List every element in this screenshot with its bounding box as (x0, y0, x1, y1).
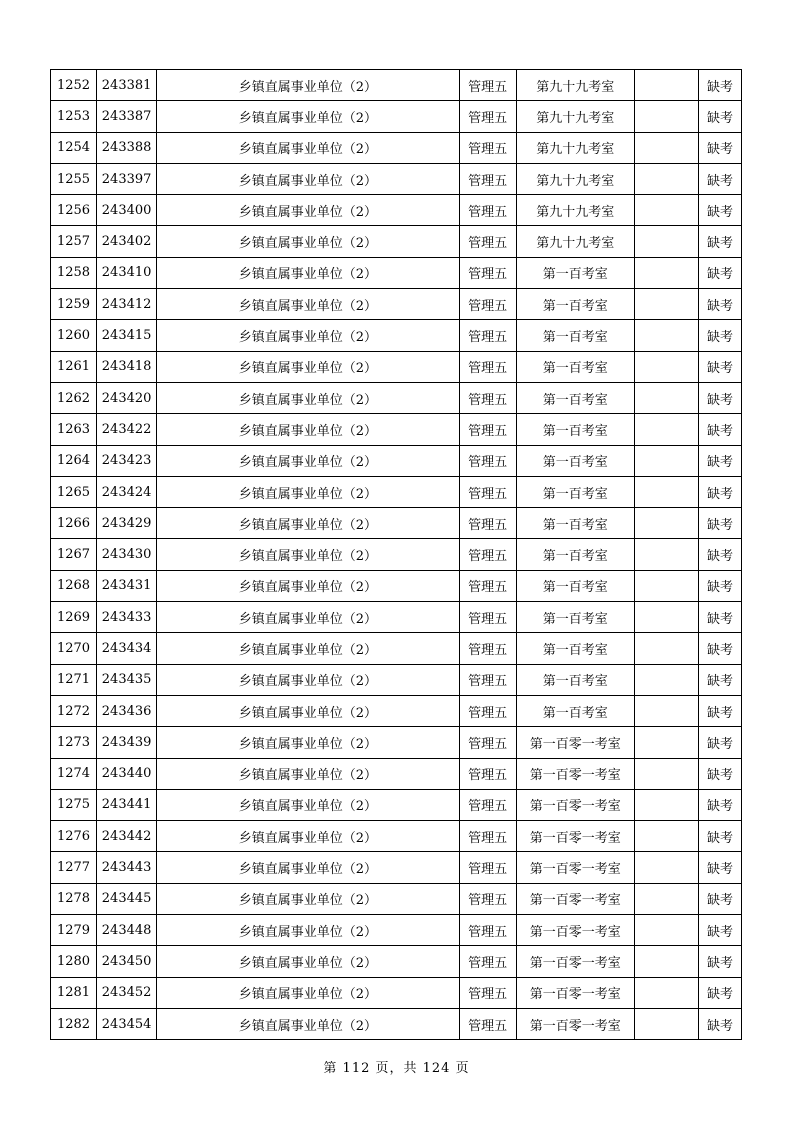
exam-room-cell: 第一百考室 (516, 257, 634, 288)
seq-cell: 1282 (51, 1008, 97, 1039)
score-cell (634, 195, 698, 226)
seq-cell: 1274 (51, 758, 97, 789)
score-cell (634, 821, 698, 852)
exam-room-cell: 第一百考室 (516, 508, 634, 539)
table-row (51, 351, 742, 382)
score-cell (634, 727, 698, 758)
score-cell (634, 257, 698, 288)
table-row (51, 1008, 742, 1039)
score-cell (634, 883, 698, 914)
post-cell: 管理五 (459, 320, 516, 351)
exam-room-cell: 第一百考室 (516, 664, 634, 695)
candidate-id-cell: 243400 (97, 195, 157, 226)
table-row (51, 977, 742, 1008)
status-cell: 缺考 (698, 977, 741, 1008)
exam-room-cell: 第一百考室 (516, 570, 634, 601)
exam-room-cell: 第九十九考室 (516, 226, 634, 257)
seq-cell: 1275 (51, 789, 97, 820)
seq-cell: 1278 (51, 883, 97, 914)
table-row (51, 695, 742, 726)
unit-cell: 乡镇直属事业单位（2） (157, 602, 459, 633)
exam-room-cell: 第一百考室 (516, 320, 634, 351)
candidate-id-cell: 243448 (97, 915, 157, 946)
score-cell (634, 758, 698, 789)
table-row (51, 946, 742, 977)
score-cell (634, 70, 698, 101)
seq-cell: 1259 (51, 289, 97, 320)
seq-cell: 1276 (51, 821, 97, 852)
table-row (51, 195, 742, 226)
seq-cell: 1269 (51, 602, 97, 633)
score-cell (634, 915, 698, 946)
score-cell (634, 132, 698, 163)
table-row (51, 101, 742, 132)
score-cell (634, 602, 698, 633)
candidate-id-cell: 243436 (97, 695, 157, 726)
seq-cell: 1257 (51, 226, 97, 257)
seq-cell: 1268 (51, 570, 97, 601)
exam-room-cell: 第一百考室 (516, 445, 634, 476)
post-cell: 管理五 (459, 821, 516, 852)
status-cell: 缺考 (698, 1008, 741, 1039)
table-row (51, 664, 742, 695)
seq-cell: 1256 (51, 195, 97, 226)
candidate-id-cell: 243429 (97, 508, 157, 539)
post-cell: 管理五 (459, 695, 516, 726)
post-cell: 管理五 (459, 915, 516, 946)
table-row (51, 915, 742, 946)
exam-room-cell: 第一百零一考室 (516, 946, 634, 977)
seq-cell: 1254 (51, 132, 97, 163)
exam-roster-table (50, 69, 742, 1040)
candidate-id-cell: 243443 (97, 852, 157, 883)
candidate-id-cell: 243420 (97, 382, 157, 413)
unit-cell: 乡镇直属事业单位（2） (157, 257, 459, 288)
post-cell: 管理五 (459, 289, 516, 320)
candidate-id-cell: 243397 (97, 163, 157, 194)
exam-room-cell: 第一百考室 (516, 602, 634, 633)
status-cell: 缺考 (698, 539, 741, 570)
score-cell (634, 414, 698, 445)
table-row (51, 508, 742, 539)
candidate-id-cell: 243415 (97, 320, 157, 351)
table-row (51, 320, 742, 351)
table-row (51, 70, 742, 101)
score-cell (634, 445, 698, 476)
status-cell: 缺考 (698, 226, 741, 257)
exam-room-cell: 第九十九考室 (516, 132, 634, 163)
score-cell (634, 852, 698, 883)
exam-room-cell: 第一百考室 (516, 476, 634, 507)
exam-room-cell: 第一百考室 (516, 351, 634, 382)
table-row (51, 445, 742, 476)
status-cell: 缺考 (698, 289, 741, 320)
seq-cell: 1277 (51, 852, 97, 883)
status-cell: 缺考 (698, 70, 741, 101)
score-cell (634, 570, 698, 601)
table-row (51, 382, 742, 413)
candidate-id-cell: 243418 (97, 351, 157, 382)
unit-cell: 乡镇直属事业单位（2） (157, 789, 459, 820)
seq-cell: 1263 (51, 414, 97, 445)
seq-cell: 1252 (51, 70, 97, 101)
seq-cell: 1262 (51, 382, 97, 413)
unit-cell: 乡镇直属事业单位（2） (157, 101, 459, 132)
table-row (51, 414, 742, 445)
candidate-id-cell: 243445 (97, 883, 157, 914)
exam-room-cell: 第一百零一考室 (516, 883, 634, 914)
score-cell (634, 289, 698, 320)
post-cell: 管理五 (459, 946, 516, 977)
candidate-id-cell: 243441 (97, 789, 157, 820)
candidate-id-cell: 243452 (97, 977, 157, 1008)
table-row (51, 132, 742, 163)
exam-room-cell: 第一百考室 (516, 633, 634, 664)
exam-room-cell: 第九十九考室 (516, 70, 634, 101)
table-row (51, 539, 742, 570)
page-footer: 第 112 页，共 124 页 (323, 1061, 470, 1076)
table-row (51, 257, 742, 288)
roster-body (51, 70, 742, 1040)
status-cell: 缺考 (698, 445, 741, 476)
post-cell: 管理五 (459, 758, 516, 789)
exam-room-cell: 第一百考室 (516, 382, 634, 413)
table-row (51, 758, 742, 789)
seq-cell: 1281 (51, 977, 97, 1008)
seq-cell: 1264 (51, 445, 97, 476)
score-cell (634, 476, 698, 507)
candidate-id-cell: 243381 (97, 70, 157, 101)
post-cell: 管理五 (459, 257, 516, 288)
seq-cell: 1280 (51, 946, 97, 977)
candidate-id-cell: 243440 (97, 758, 157, 789)
exam-room-cell: 第九十九考室 (516, 101, 634, 132)
post-cell: 管理五 (459, 570, 516, 601)
score-cell (634, 539, 698, 570)
unit-cell: 乡镇直属事业单位（2） (157, 414, 459, 445)
status-cell: 缺考 (698, 257, 741, 288)
unit-cell: 乡镇直属事业单位（2） (157, 445, 459, 476)
seq-cell: 1272 (51, 695, 97, 726)
status-cell: 缺考 (698, 320, 741, 351)
status-cell: 缺考 (698, 664, 741, 695)
table-row (51, 633, 742, 664)
table-row (51, 852, 742, 883)
unit-cell: 乡镇直属事业单位（2） (157, 70, 459, 101)
post-cell: 管理五 (459, 977, 516, 1008)
exam-room-cell: 第一百零一考室 (516, 821, 634, 852)
table-row (51, 602, 742, 633)
seq-cell: 1279 (51, 915, 97, 946)
status-cell: 缺考 (698, 163, 741, 194)
unit-cell: 乡镇直属事业单位（2） (157, 320, 459, 351)
score-cell (634, 789, 698, 820)
post-cell: 管理五 (459, 633, 516, 664)
status-cell: 缺考 (698, 727, 741, 758)
post-cell: 管理五 (459, 70, 516, 101)
candidate-id-cell: 243410 (97, 257, 157, 288)
exam-room-cell: 第一百零一考室 (516, 977, 634, 1008)
status-cell: 缺考 (698, 570, 741, 601)
unit-cell: 乡镇直属事业单位（2） (157, 695, 459, 726)
unit-cell: 乡镇直属事业单位（2） (157, 132, 459, 163)
status-cell: 缺考 (698, 915, 741, 946)
post-cell: 管理五 (459, 664, 516, 695)
candidate-id-cell: 243435 (97, 664, 157, 695)
candidate-id-cell: 243402 (97, 226, 157, 257)
exam-room-cell: 第一百考室 (516, 695, 634, 726)
unit-cell: 乡镇直属事业单位（2） (157, 821, 459, 852)
candidate-id-cell: 243431 (97, 570, 157, 601)
status-cell: 缺考 (698, 351, 741, 382)
post-cell: 管理五 (459, 539, 516, 570)
status-cell: 缺考 (698, 195, 741, 226)
table-row (51, 821, 742, 852)
post-cell: 管理五 (459, 195, 516, 226)
table-row (51, 289, 742, 320)
post-cell: 管理五 (459, 351, 516, 382)
status-cell: 缺考 (698, 414, 741, 445)
candidate-id-cell: 243434 (97, 633, 157, 664)
unit-cell: 乡镇直属事业单位（2） (157, 195, 459, 226)
exam-room-cell: 第一百零一考室 (516, 1008, 634, 1039)
unit-cell: 乡镇直属事业单位（2） (157, 163, 459, 194)
post-cell: 管理五 (459, 476, 516, 507)
post-cell: 管理五 (459, 414, 516, 445)
exam-room-cell: 第一百零一考室 (516, 852, 634, 883)
table-row (51, 789, 742, 820)
status-cell: 缺考 (698, 101, 741, 132)
exam-room-cell: 第一百零一考室 (516, 789, 634, 820)
score-cell (634, 664, 698, 695)
post-cell: 管理五 (459, 602, 516, 633)
exam-room-cell: 第一百考室 (516, 539, 634, 570)
score-cell (634, 320, 698, 351)
score-cell (634, 633, 698, 664)
status-cell: 缺考 (698, 946, 741, 977)
candidate-id-cell: 243454 (97, 1008, 157, 1039)
post-cell: 管理五 (459, 445, 516, 476)
candidate-id-cell: 243387 (97, 101, 157, 132)
exam-room-cell: 第九十九考室 (516, 195, 634, 226)
unit-cell: 乡镇直属事业单位（2） (157, 508, 459, 539)
seq-cell: 1266 (51, 508, 97, 539)
table-row (51, 727, 742, 758)
exam-room-cell: 第一百零一考室 (516, 727, 634, 758)
post-cell: 管理五 (459, 101, 516, 132)
seq-cell: 1261 (51, 351, 97, 382)
post-cell: 管理五 (459, 727, 516, 758)
candidate-id-cell: 243423 (97, 445, 157, 476)
candidate-id-cell: 243433 (97, 602, 157, 633)
score-cell (634, 508, 698, 539)
post-cell: 管理五 (459, 1008, 516, 1039)
unit-cell: 乡镇直属事业单位（2） (157, 758, 459, 789)
exam-room-cell: 第一百零一考室 (516, 915, 634, 946)
status-cell: 缺考 (698, 821, 741, 852)
unit-cell: 乡镇直属事业单位（2） (157, 539, 459, 570)
post-cell: 管理五 (459, 508, 516, 539)
seq-cell: 1255 (51, 163, 97, 194)
candidate-id-cell: 243430 (97, 539, 157, 570)
exam-room-cell: 第九十九考室 (516, 163, 634, 194)
table-row (51, 226, 742, 257)
unit-cell: 乡镇直属事业单位（2） (157, 946, 459, 977)
table-row (51, 476, 742, 507)
candidate-id-cell: 243450 (97, 946, 157, 977)
unit-cell: 乡镇直属事业单位（2） (157, 476, 459, 507)
post-cell: 管理五 (459, 163, 516, 194)
unit-cell: 乡镇直属事业单位（2） (157, 633, 459, 664)
unit-cell: 乡镇直属事业单位（2） (157, 289, 459, 320)
seq-cell: 1270 (51, 633, 97, 664)
seq-cell: 1258 (51, 257, 97, 288)
score-cell (634, 1008, 698, 1039)
unit-cell: 乡镇直属事业单位（2） (157, 226, 459, 257)
post-cell: 管理五 (459, 883, 516, 914)
score-cell (634, 101, 698, 132)
score-cell (634, 382, 698, 413)
unit-cell: 乡镇直属事业单位（2） (157, 1008, 459, 1039)
table-row (51, 163, 742, 194)
exam-room-cell: 第一百考室 (516, 289, 634, 320)
status-cell: 缺考 (698, 883, 741, 914)
score-cell (634, 695, 698, 726)
status-cell: 缺考 (698, 602, 741, 633)
status-cell: 缺考 (698, 132, 741, 163)
unit-cell: 乡镇直属事业单位（2） (157, 664, 459, 695)
unit-cell: 乡镇直属事业单位（2） (157, 351, 459, 382)
seq-cell: 1271 (51, 664, 97, 695)
unit-cell: 乡镇直属事业单位（2） (157, 852, 459, 883)
post-cell: 管理五 (459, 132, 516, 163)
status-cell: 缺考 (698, 382, 741, 413)
seq-cell: 1253 (51, 101, 97, 132)
post-cell: 管理五 (459, 382, 516, 413)
status-cell: 缺考 (698, 695, 741, 726)
seq-cell: 1260 (51, 320, 97, 351)
candidate-id-cell: 243388 (97, 132, 157, 163)
unit-cell: 乡镇直属事业单位（2） (157, 883, 459, 914)
score-cell (634, 163, 698, 194)
unit-cell: 乡镇直属事业单位（2） (157, 382, 459, 413)
unit-cell: 乡镇直属事业单位（2） (157, 727, 459, 758)
candidate-id-cell: 243412 (97, 289, 157, 320)
seq-cell: 1267 (51, 539, 97, 570)
status-cell: 缺考 (698, 508, 741, 539)
seq-cell: 1265 (51, 476, 97, 507)
post-cell: 管理五 (459, 226, 516, 257)
table-row (51, 883, 742, 914)
status-cell: 缺考 (698, 758, 741, 789)
candidate-id-cell: 243422 (97, 414, 157, 445)
score-cell (634, 946, 698, 977)
post-cell: 管理五 (459, 852, 516, 883)
candidate-id-cell: 243442 (97, 821, 157, 852)
candidate-id-cell: 243439 (97, 727, 157, 758)
status-cell: 缺考 (698, 633, 741, 664)
unit-cell: 乡镇直属事业单位（2） (157, 977, 459, 1008)
score-cell (634, 226, 698, 257)
exam-room-cell: 第一百零一考室 (516, 758, 634, 789)
seq-cell: 1273 (51, 727, 97, 758)
exam-room-cell: 第一百考室 (516, 414, 634, 445)
status-cell: 缺考 (698, 789, 741, 820)
status-cell: 缺考 (698, 476, 741, 507)
status-cell: 缺考 (698, 852, 741, 883)
score-cell (634, 351, 698, 382)
unit-cell: 乡镇直属事业单位（2） (157, 570, 459, 601)
candidate-id-cell: 243424 (97, 476, 157, 507)
unit-cell: 乡镇直属事业单位（2） (157, 915, 459, 946)
score-cell (634, 977, 698, 1008)
post-cell: 管理五 (459, 789, 516, 820)
table-row (51, 570, 742, 601)
